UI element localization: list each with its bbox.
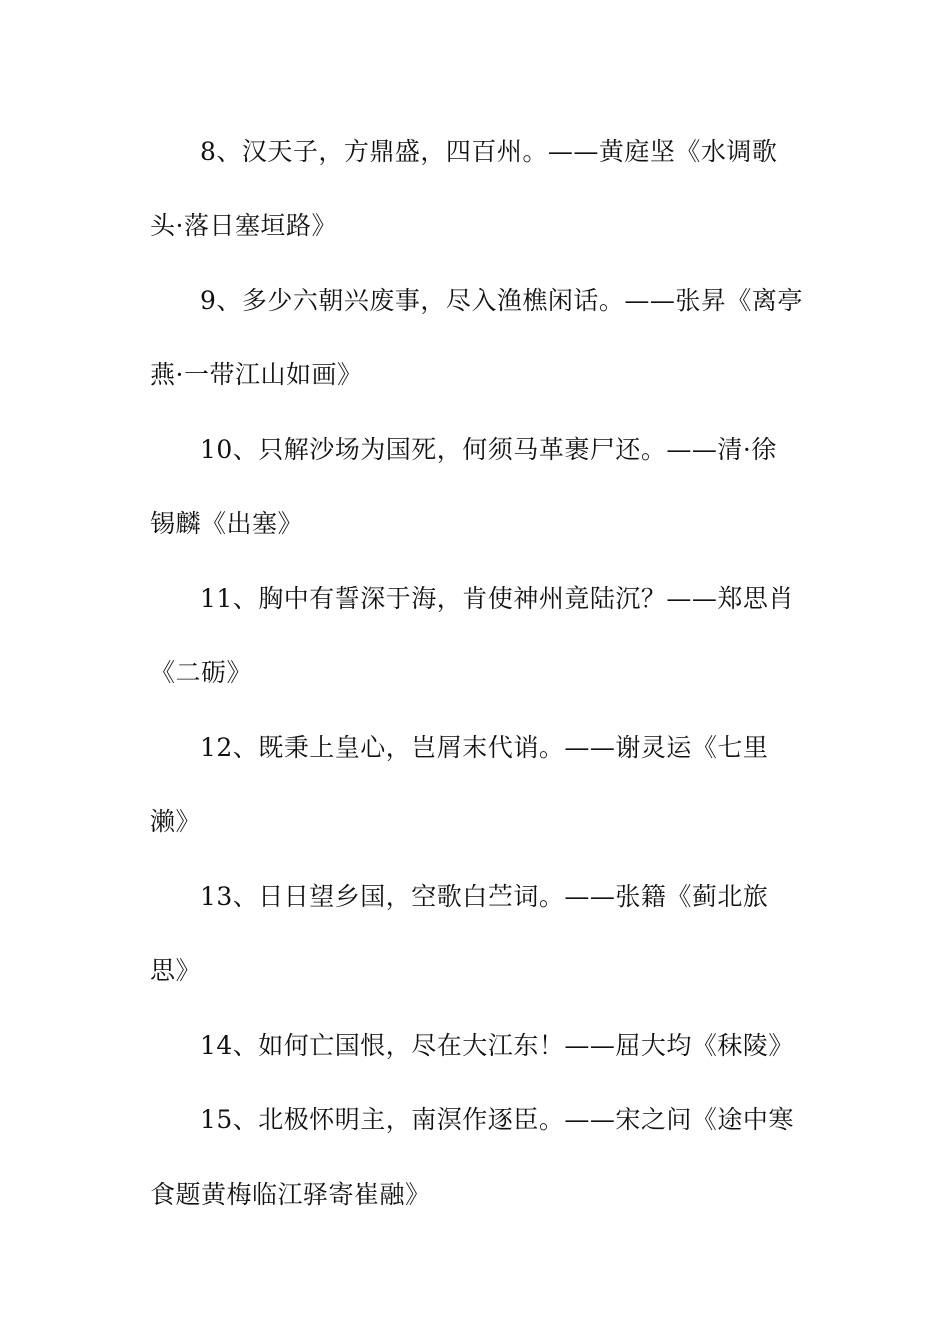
quote-13-line-1: 13、日日望乡国，空歌白苎词。——张籍《蓟北旅 <box>200 882 769 911</box>
quote-12-line-2: 濑》 <box>150 807 202 836</box>
quote-12-line-1: 12、既秉上皇心，岂屑末代诮。——谢灵运《七里 <box>200 733 769 762</box>
quote-9-line-2: 燕·一带江山如画》 <box>150 360 363 389</box>
quote-11-line-2: 《二砺》 <box>150 658 253 687</box>
quote-14-line-1: 14、如何亡国恨，尽在大江东！——屈大均《秣陵》 <box>200 1031 794 1060</box>
quote-15-line-2: 食题黄梅临江驿寄崔融》 <box>150 1180 431 1209</box>
quote-11-line-1: 11、胸中有誓深于海，肯使神州竟陆沉？——郑思肖 <box>200 584 794 613</box>
quote-8-line-1: 8、汉天子，方鼎盛，四百州。——黄庭坚《水调歌 <box>200 137 778 166</box>
quote-10-line-2: 锡麟《出塞》 <box>150 509 304 538</box>
quote-9-line-1: 9、多少六朝兴废事，尽入渔樵闲话。——张昇《离亭 <box>200 286 803 315</box>
quote-15-line-1: 15、北极怀明主，南溟作逐臣。——宋之问《途中寒 <box>200 1105 794 1134</box>
quote-13-line-2: 思》 <box>150 956 202 985</box>
quote-8-line-2: 头·落日塞垣路》 <box>150 211 337 240</box>
quote-10-line-1: 10、只解沙场为国死，何须马革裹尸还。——清·徐 <box>200 435 777 464</box>
